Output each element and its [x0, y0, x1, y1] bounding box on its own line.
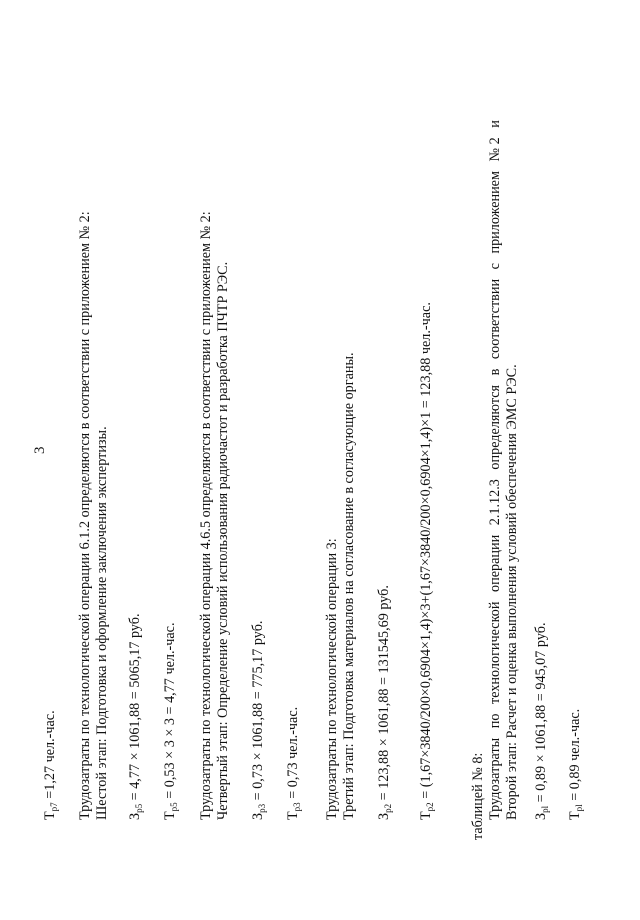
formula-tr7	[43, 710, 59, 820]
word: определяются	[487, 384, 503, 470]
formula-value: = 0,89 чел.-час.	[567, 708, 583, 805]
formula-value: = 0,73 × 1061,88 = 775,17 руб.	[250, 620, 266, 804]
stage-3-labor-line: Трудозатраты по технологической операции 3:	[324, 538, 340, 820]
formula-tr2	[419, 302, 435, 820]
word: соответствии	[487, 278, 503, 360]
word: технологической	[487, 601, 503, 704]
word: и	[487, 120, 503, 128]
formula-symbol: З	[376, 812, 392, 820]
formula-value: = 0,89 × 1061,88 = 945,07 руб.	[533, 622, 549, 806]
stage-2-heading: Второй этап: Расчет и оценка выполнения условий обеспечения ЭМС РЭС.	[504, 364, 520, 820]
formula-value: = 0,73 чел.-час.	[285, 706, 301, 803]
formula-symbol: З	[250, 812, 266, 820]
formula-zp1	[534, 623, 550, 821]
formula-value: =1,27 чел.-час.	[42, 710, 58, 803]
formula-subscript: рl	[574, 804, 584, 812]
formula-subscript: рl	[540, 805, 550, 813]
word: с	[487, 263, 503, 270]
stage-2-table-ref: таблицей № 8:	[470, 752, 486, 840]
stage-4-labor-line: Трудозатраты по технологической операции 4.6.5 определяются в соответствии с приложением № 2:	[198, 211, 214, 820]
formula-subscript: р2	[425, 802, 435, 812]
formula-subscript: р3	[257, 803, 267, 813]
stage-2-labor-line	[488, 120, 502, 820]
formula-subscript: р7	[49, 802, 59, 812]
formula-zp3	[251, 621, 267, 820]
formula-tr3	[286, 707, 302, 820]
formula-symbol: Т	[418, 811, 434, 820]
stage-3-heading: Третий этап: Подготовка материалов на согласование в согласующие органы.	[341, 352, 357, 820]
word: операции	[487, 534, 503, 592]
formula-value: = (1,67×3840/200×0,6904×1,4)×3+(1,67×3840/200×0,6904×1,4)×1 = 123,88 чел.-час.	[418, 302, 434, 803]
formula-subscript: р2	[383, 803, 393, 813]
formula-value: = 0,53 × 3 × 3 = 4,77 чел.-час.	[162, 622, 178, 803]
formula-value: = 4,77 × 1061,88 = 5065,17 руб.	[127, 613, 143, 804]
formula-subscript: р5	[134, 803, 144, 813]
word: 2.1.12.3	[487, 479, 503, 526]
formula-symbol: З	[533, 812, 549, 820]
formula-subscript: р5	[169, 802, 179, 812]
word: Трудозатраты	[487, 737, 503, 820]
formula-symbol: Т	[42, 811, 58, 820]
stage-4-heading: Четвертый этап: Определение условий использования радиочастот и разработка ПЧТР РЭС.	[215, 261, 231, 820]
formula-zp2	[377, 585, 393, 820]
formula-symbol: Т	[162, 811, 178, 820]
formula-symbol: З	[127, 812, 143, 820]
formula-symbol: Т	[567, 811, 583, 820]
stage-6-heading: Шестой этап: Подготовка и оформление заключения экспертизы.	[94, 426, 110, 820]
word: № 2	[487, 137, 503, 162]
formula-value: = 123,88 × 1061,88 = 131545,69 руб.	[376, 585, 392, 804]
page-number: 3	[32, 446, 48, 454]
formula-tr5	[163, 622, 179, 820]
stage-6-labor-line: Трудозатраты по технологической операции 6.1.2 определяются в соответствии с приложением № 2:	[77, 211, 93, 820]
word: приложением	[487, 171, 503, 254]
formula-tr1	[568, 709, 584, 820]
formula-symbol: Т	[285, 811, 301, 820]
formula-zp5	[128, 613, 144, 820]
word: по	[487, 713, 503, 729]
formula-subscript: р3	[292, 802, 302, 812]
word: в	[487, 368, 503, 376]
